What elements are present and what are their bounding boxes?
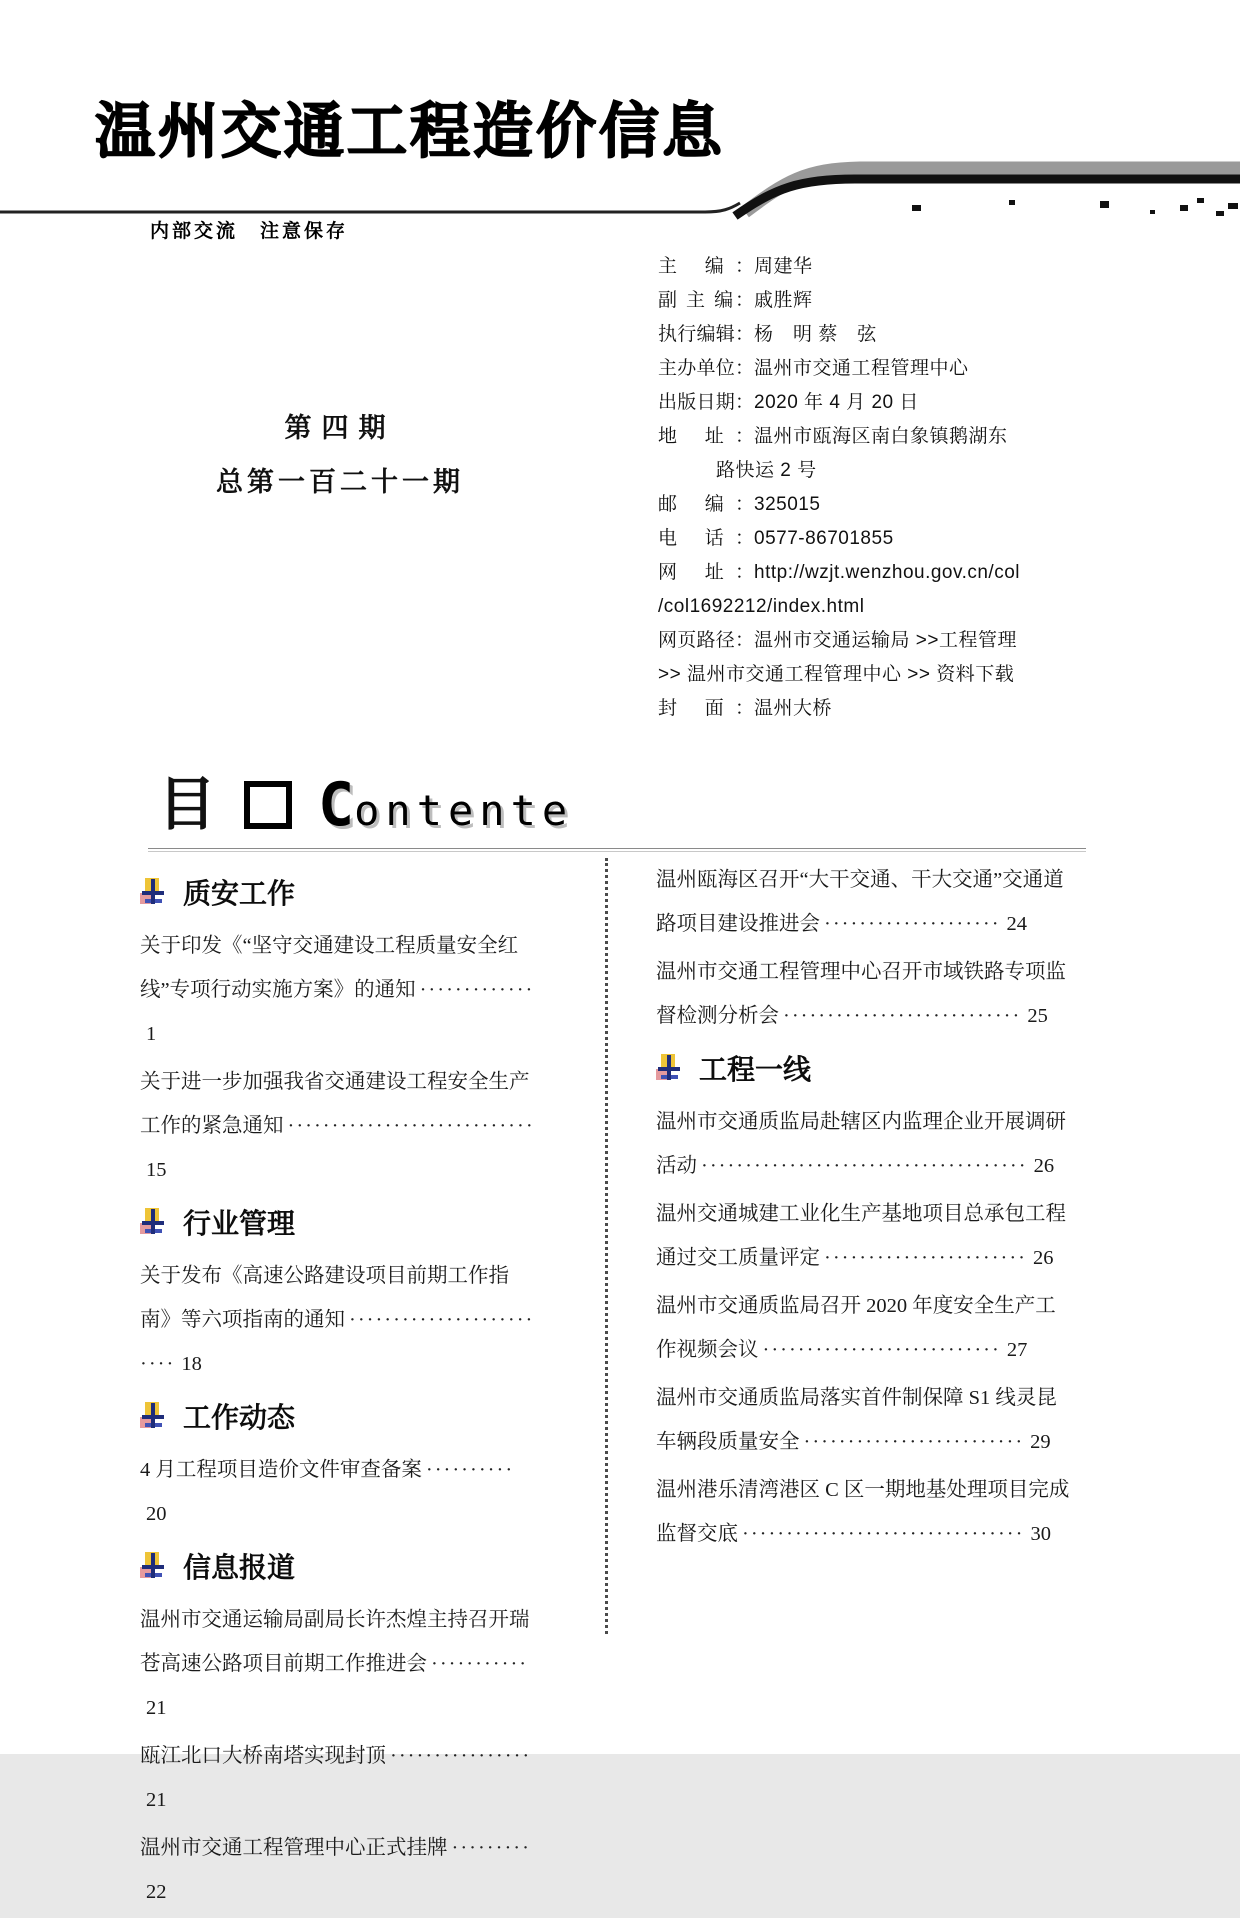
pub-line-organizer: [658, 352, 1020, 386]
pub-value: 杨 明 蔡 弦: [754, 324, 877, 345]
toc-item-text: 关于印发《“坚守交通建设工程质量安全红线”专项行动实施方案》的通知: [140, 935, 519, 1001]
toc-leader-dots: ·······················: [824, 1247, 1028, 1269]
pub-value: 2020 年 4 月 20 日: [754, 392, 919, 413]
toc-section-label: 质安工作: [183, 878, 296, 909]
toc-item: [140, 1254, 538, 1386]
toc-section-header: [140, 1202, 538, 1242]
pub-label: 邮 编：: [658, 494, 754, 515]
pub-value: 温州市交通工程管理中心: [754, 358, 969, 379]
toc-section-header: [140, 872, 538, 912]
toc-left-column: [140, 862, 538, 1918]
toc-page-number: 25: [1027, 1005, 1048, 1027]
toc-section-label: 工程一线: [699, 1054, 812, 1085]
pub-value: >> 温州市交通工程管理中心 >> 资料下载: [658, 664, 1015, 685]
toc-item-text: 温州市交通质监局落实首件制保障 S1 线灵昆车辆段质量安全: [656, 1387, 1057, 1453]
toc-leader-dots: ································: [742, 1523, 1025, 1545]
toc-leader-dots: ··········: [425, 1459, 515, 1481]
section-bullet-icon: [140, 1552, 166, 1580]
toc-page-number: 24: [1006, 913, 1028, 935]
pub-label: 电 话：: [658, 528, 754, 549]
pub-line-chief-editor: [658, 250, 1020, 284]
toc-item: [140, 924, 538, 1056]
toc-item-text: 温州港乐清湾港区 C 区一期地基处理项目完成监督交底: [656, 1479, 1070, 1545]
toc-item: [656, 1376, 1070, 1464]
pub-value: 戚胜辉: [754, 290, 813, 311]
toc-item-text: 4 月工程项目造价文件审查备案: [140, 1459, 422, 1481]
issue-number: 第四期: [284, 413, 396, 444]
contents-latin-word: [318, 770, 573, 840]
toc-section-header: [140, 1546, 538, 1586]
decorative-dashes: [912, 198, 1238, 216]
pub-label: 封 面：: [658, 698, 754, 719]
toc-item-text: 关于进一步加强我省交通建设工程安全生产工作的紧急通知: [140, 1071, 530, 1137]
toc-leader-dots: ····························: [287, 1115, 535, 1137]
toc-section-label: 工作动态: [183, 1402, 296, 1433]
toc-page-number: 29: [1030, 1431, 1051, 1453]
toc-item: [140, 1448, 538, 1536]
pub-value: 325015: [754, 494, 821, 515]
toc-item-text: 温州市交通工程管理中心召开市域铁路专项监督检测分析会: [656, 961, 1066, 1027]
pub-value: 温州市交通运输局 >>工程管理: [754, 630, 1017, 651]
toc-item: [656, 858, 1070, 946]
toc-item-text: 温州市交通质监局赴辖区内监理企业开展调研活动: [656, 1111, 1066, 1177]
toc-page-number: 20: [146, 1503, 167, 1525]
pub-label: 主办单位：: [658, 358, 754, 379]
pub-line-webpath-cont: [658, 658, 1020, 692]
toc-item: [140, 1060, 538, 1192]
pub-value: 0577-86701855: [754, 528, 894, 549]
toc-section-header: [656, 1048, 1070, 1088]
pub-label: 网 址：: [658, 562, 754, 583]
pub-line-publish-date: [658, 386, 1020, 420]
pub-value: http://wzjt.wenzhou.gov.cn/col: [754, 562, 1020, 583]
pub-line-phone: [658, 522, 1020, 556]
column-divider-dotted: [605, 858, 608, 1634]
pub-line-website-cont: [658, 590, 1020, 624]
toc-leader-dots: ·························: [140, 1309, 535, 1375]
toc-item-text: 温州交通城建工业化生产基地项目总承包工程通过交工质量评定: [656, 1203, 1066, 1269]
toc-section-header: [140, 1396, 538, 1436]
contents-box-glyph: [244, 781, 292, 829]
contents-header: [158, 770, 573, 840]
pub-line-address: [658, 420, 1020, 454]
toc-item-text: 温州市交通运输局副局长许杰煌主持召开瑞苍高速公路项目前期工作推进会: [140, 1609, 530, 1675]
toc-leader-dots: ···········: [431, 1653, 529, 1675]
pub-line-website: [658, 556, 1020, 590]
toc-leader-dots: ·············: [419, 979, 535, 1001]
toc-page-number: 26: [1033, 1155, 1055, 1177]
toc-page-number: 1: [146, 1023, 157, 1045]
toc-section-label: 行业管理: [183, 1208, 296, 1239]
toc-item: [656, 1100, 1070, 1188]
toc-leader-dots: ···························: [762, 1339, 1001, 1361]
section-bullet-icon: [140, 1208, 166, 1236]
toc-item-text: 关于发布《高速公路建设项目前期工作指南》等六项指南的通知: [140, 1265, 509, 1331]
toc-item: [140, 1826, 538, 1914]
toc-leader-dots: ····················: [824, 913, 1001, 935]
pub-label: 网页路径：: [658, 630, 754, 651]
issue-cumulative-number: 总第一百二十一期: [216, 467, 464, 498]
publication-info-block: [658, 250, 1020, 726]
pub-label: 主 编：: [658, 256, 754, 277]
pub-value: 温州大桥: [754, 698, 833, 719]
toc-item: [656, 1468, 1070, 1556]
toc-page-number: 21: [146, 1697, 167, 1719]
toc-item: [140, 1734, 538, 1822]
toc-item-text: 温州市交通质监局召开 2020 年度安全生产工作视频会议: [656, 1295, 1056, 1361]
pub-value: 周建华: [754, 256, 813, 277]
toc-leader-dots: ·········: [451, 1837, 531, 1859]
pub-line-postcode: [658, 488, 1020, 522]
toc-item-text: 温州市交通工程管理中心正式挂牌: [140, 1837, 448, 1859]
toc-leader-dots: ·························: [803, 1431, 1025, 1453]
contents-latin-rest: ontente: [354, 786, 574, 835]
section-bullet-icon: [140, 1402, 166, 1430]
pub-value: 路快运 2 号: [716, 460, 817, 481]
toc-page-number: 15: [146, 1159, 167, 1181]
toc-page-number: 27: [1006, 1339, 1028, 1361]
toc-right-column: [656, 858, 1070, 1560]
internal-notice: 内部交流 注意保存: [150, 221, 349, 242]
toc-page-number: 18: [181, 1353, 202, 1375]
toc-item: [656, 950, 1070, 1038]
pub-label: 地 址：: [658, 426, 754, 447]
pub-label: 出版日期：: [658, 392, 754, 413]
section-bullet-icon: [140, 878, 166, 906]
pub-line-cover: [658, 692, 1020, 726]
toc-item: [140, 1598, 538, 1730]
pub-line-executive-editor: [658, 318, 1020, 352]
pub-line-deputy-editor: [658, 284, 1020, 318]
toc-item: [656, 1192, 1070, 1280]
section-bullet-icon: [656, 1054, 682, 1082]
pub-label: 副 主 编：: [658, 290, 754, 311]
publication-title: 温州交通工程造价信息: [95, 97, 725, 167]
toc-page-number: 26: [1033, 1247, 1054, 1269]
toc-item-text: 瓯江北口大桥南塔实现封顶: [140, 1745, 386, 1767]
toc-page-number: 21: [146, 1789, 167, 1811]
toc-item: [656, 1284, 1070, 1372]
pub-line-webpath: [658, 624, 1020, 658]
contents-latin-initial: C: [318, 770, 355, 840]
pub-value: /col1692212/index.html: [658, 596, 865, 617]
toc-leader-dots: ················: [390, 1745, 532, 1767]
pub-value: 温州市瓯海区南白象镇鹅湖东: [754, 426, 1008, 447]
contents-cjk-glyph: 目: [158, 772, 217, 837]
pub-label: 执行编辑：: [658, 324, 754, 345]
toc-item-text: 温州瓯海区召开“大干交通、干大交通”交通道路项目建设推进会: [656, 869, 1064, 935]
toc-leader-dots: ···························: [783, 1005, 1022, 1027]
contents-separator-rule: [148, 848, 1086, 852]
toc-page-number: 22: [146, 1881, 167, 1903]
pub-line-address-cont: [658, 454, 1020, 488]
toc-leader-dots: ·····································: [701, 1155, 1028, 1177]
toc-section-label: 信息报道: [183, 1552, 296, 1583]
toc-page-number: 30: [1030, 1523, 1051, 1545]
